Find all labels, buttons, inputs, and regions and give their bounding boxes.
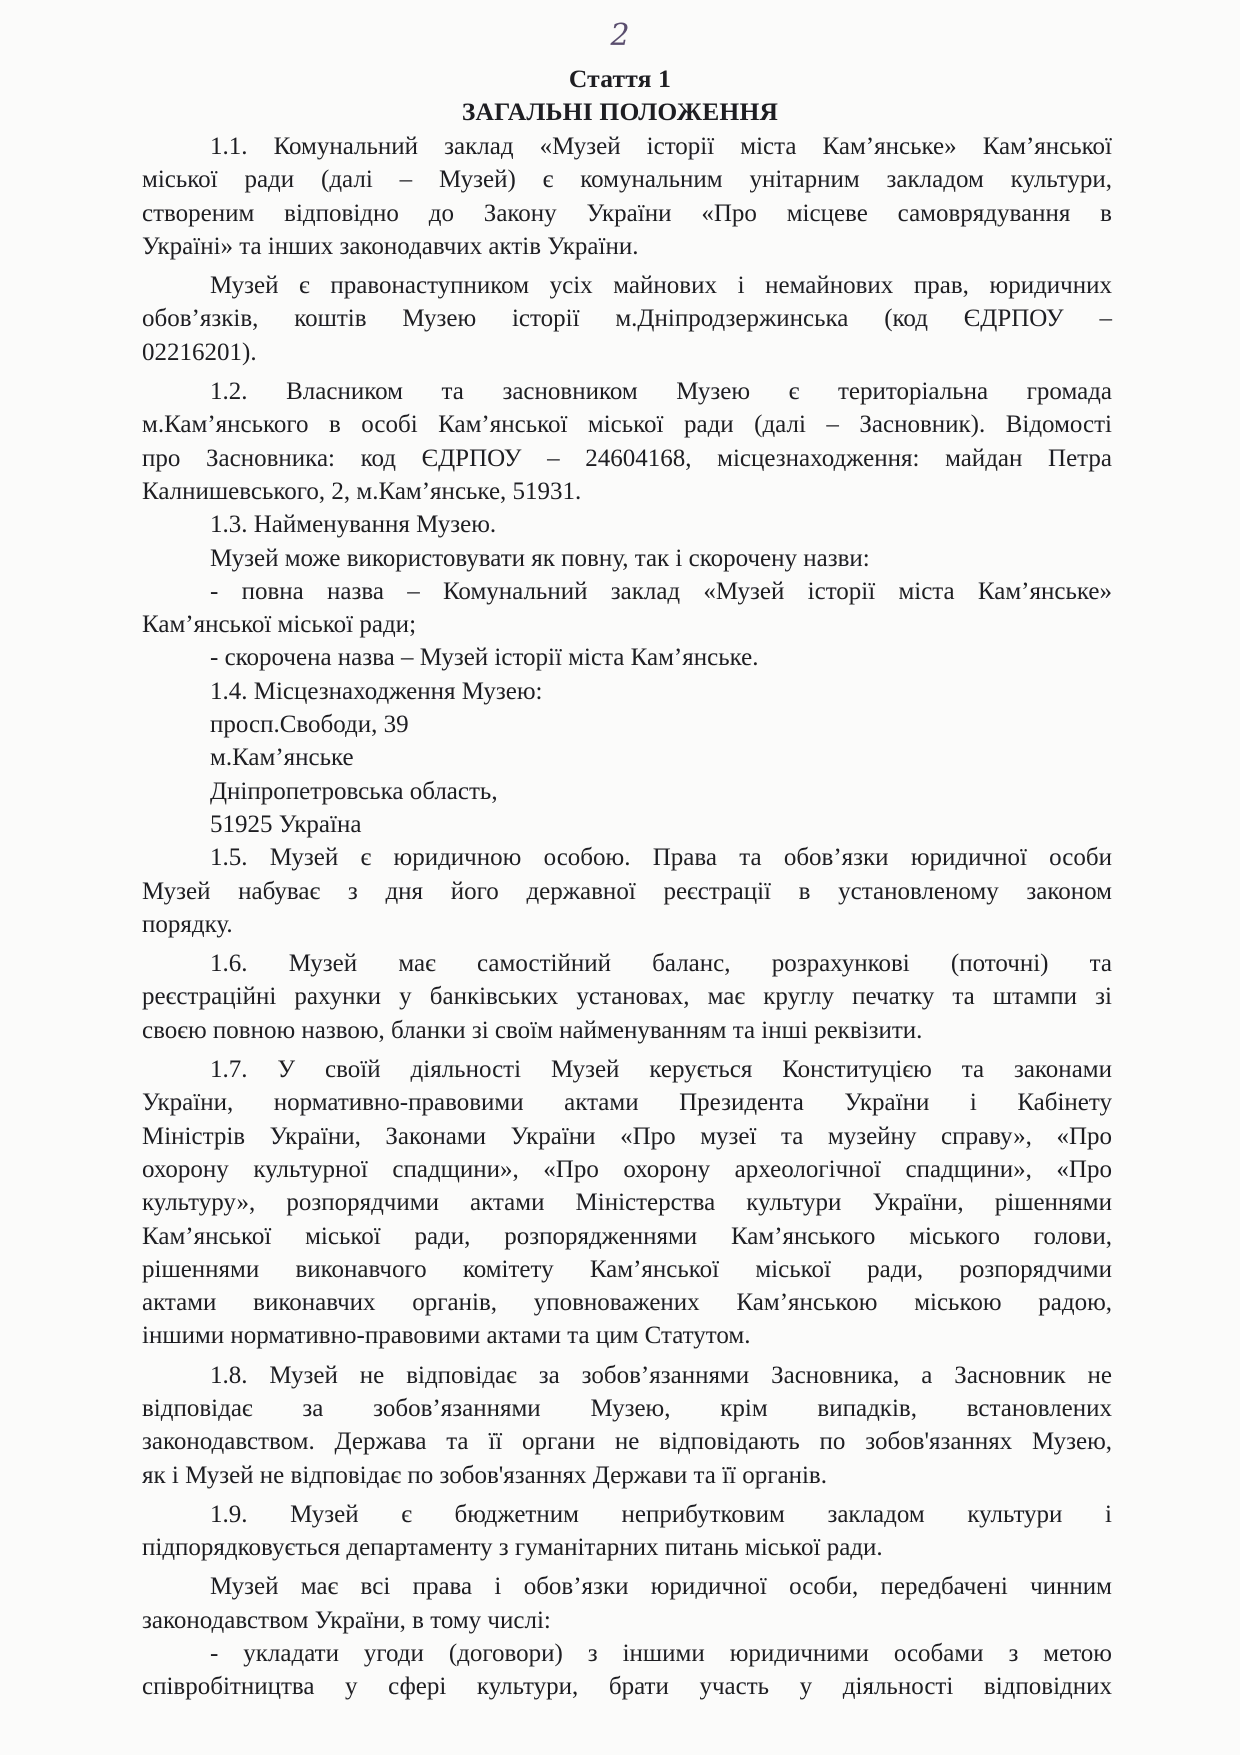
text-line: 1.1. Комунальний заклад «Музей історії міста Кам’янське» Кам’янської [210,133,1112,160]
text-line: іншими нормативно-правовими актами та цим Статутом. [142,1322,751,1350]
paragraph [142,130,1112,263]
paragraph [142,1498,1112,1565]
text-line: Міністрів України, Законами України «Про музеї та музейну справу», «Про [142,1122,1112,1150]
paragraph [142,269,1112,369]
text-line: 1.8. Музей не відповідає за зобов’язаннями Засновника, а Засновник не [210,1361,1112,1389]
text-line: Музей має всі права і обов’язки юридичної особи, передбачені чинним [210,1573,1112,1601]
text-line: Музей може використовувати як повну, так і скорочену назви: [210,544,870,572]
text-line: як і Музей не відповідає по зобов'язаннях Держави та її органів. [142,1461,827,1489]
article-subtitle: ЗАГАЛЬНІ ПОЛОЖЕННЯ [461,97,779,126]
text-line: створеним відповідно до Закону України «Про місцеве самоврядування в [142,199,1112,227]
text-line: рішеннями виконавчого комітету Кам’янської міської ради, розпорядчими [142,1255,1112,1283]
paragraph [142,1359,1112,1492]
text-line: Музей є правонаступником усіх майнових і немайнових прав, юридичних [210,272,1112,300]
paragraph [142,1570,1112,1637]
text-line: Дніпропетровська область, [210,777,498,805]
text-line: 1.6. Музей має самостійний баланс, розрахункові (поточні) та [210,950,1112,978]
text-line: 1.7. У своїй діяльності Музей керується Конституцією та законами [210,1056,1112,1084]
paragraph [142,508,1112,541]
text-line: культуру», розпорядчими актами Міністерства культури України, рішеннями [142,1189,1112,1217]
text-line: актами виконавчих органів, уповноважених Кам’янською міською радою, [142,1289,1112,1317]
text-line: міської ради (далі – Музей) є комунальним унітарним закладом культури, [142,166,1112,194]
text-line: України, нормативно-правовими актами Президента України і Кабінету [142,1089,1112,1117]
text-line: реєстраційні рахунки у банківських установах, має круглу печатку та штампи зі [142,983,1112,1011]
text-line: 1.4. Місцезнаходження Музею: [210,677,543,705]
text-line: 02216201). [142,338,257,366]
paragraph [142,841,1112,941]
text-line: Музей набуває з дня його державної реєстрації в установленому законом [142,877,1112,905]
paragraph [142,575,1112,642]
text-line: Калнишевського, 2, м.Кам’янське, 51931. [142,477,582,505]
text-line: Кам’янської міської ради, розпорядженнями Кам’янського міського голови, [142,1222,1112,1250]
text-line: 1.2. Власником та засновником Музею є територіальна громада [210,378,1112,406]
text-line: про Засновника: код ЄДРПОУ – 24604168, місцезнаходження: майдан Петра [142,444,1112,472]
paragraph [142,675,1112,841]
text-line: підпорядковується департаменту з гуманітарних питань міської ради. [142,1534,883,1562]
text-line: обов’язків, коштів Музею історії м.Дніпродзержинська (код ЄДРПОУ – [142,305,1112,333]
text-line: Україні» та інших законодавчих актів України. [142,232,639,260]
paragraph [142,1053,1112,1353]
document-body [142,130,1112,1704]
text-line: співробітництва у сфері культури, брати участь у діяльності відповідних [142,1673,1112,1701]
text-line: охорону культурної спадщини», «Про охорону археологічної спадщини», «Про [142,1155,1112,1183]
text-line: 1.3. Найменування Музею. [210,511,497,539]
text-line: - повна назва – Комунальний заклад «Музей історії міста Кам’янське» [210,577,1112,605]
paragraph [142,542,1112,575]
paragraph [142,375,1112,508]
text-line: просп.Свободи, 39 [210,711,409,739]
text-line: законодавством України, в тому числі: [142,1606,551,1634]
text-line: 1.5. Музей є юридичною особою. Права та обов’язки юридичної особи [210,844,1112,872]
paragraph [142,947,1112,1047]
text-line: відповідає за зобов’язаннями Музею, крім випадків, встановлених [142,1394,1112,1422]
article-title: Стаття 1 [568,64,672,93]
text-line: порядку. [142,910,233,938]
text-line: Кам’янської міської ради; [142,611,417,639]
paragraph [142,641,1112,674]
text-line: 1.9. Музей є бюджетним неприбутковим закладом культури і [210,1500,1112,1528]
text-line: законодавством. Держава та її органи не відповідають по зобов'язаннях Музею, [142,1428,1112,1456]
paragraph [142,1637,1112,1704]
text-line: - укладати угоди (договори) з іншими юридичними особами з метою [210,1640,1112,1668]
text-line: м.Кам’янського в особі Кам’янської міської ради (далі – Засновник). Відомості [142,411,1112,439]
page-number: 2 [610,18,630,53]
text-line: м.Кам’янське [210,744,354,772]
text-line: - скорочена назва – Музей історії міста Кам’янське. [210,644,759,672]
text-line: 51925 Україна [210,810,362,838]
text-line: своєю повною назвою, бланки зі своїм найменуванням та інші реквізити. [142,1016,923,1044]
